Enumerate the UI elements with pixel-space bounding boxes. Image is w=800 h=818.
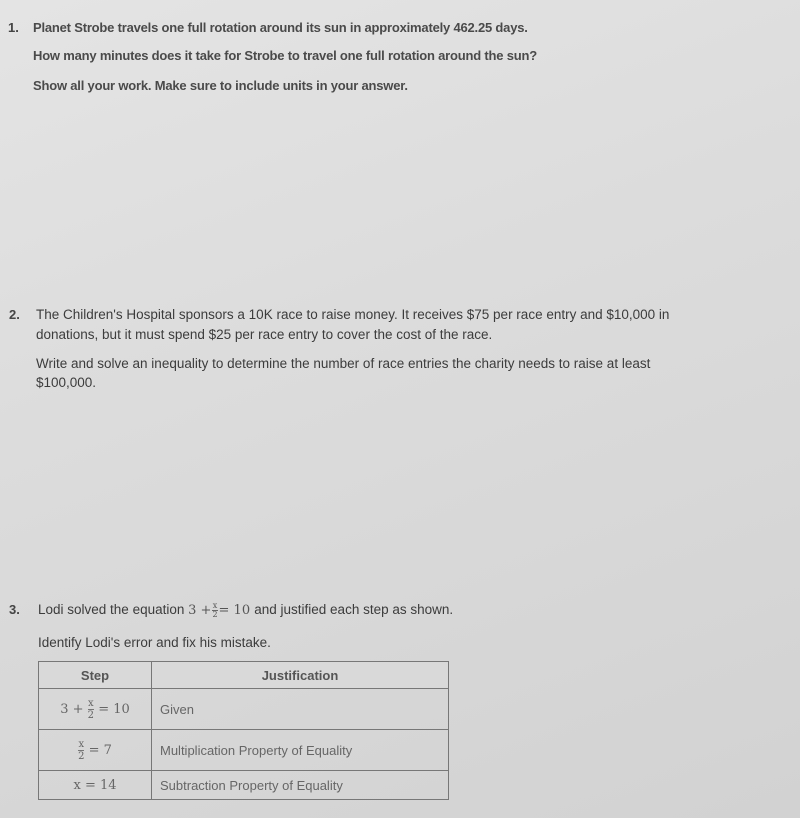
question-text-line: $100,000. xyxy=(36,375,97,390)
equation xyxy=(188,603,254,618)
fraction-numerator: x xyxy=(78,738,85,750)
fraction-denominator: 2 xyxy=(212,610,218,619)
prompt-text: Lodi solved the equation xyxy=(38,602,185,617)
question-prompt xyxy=(38,602,453,619)
equation-part: = 10 xyxy=(218,603,251,618)
question-text-line: donations, but it must spend $25 per race entry to cover the cost of the race. xyxy=(36,327,493,342)
fraction xyxy=(212,602,217,619)
table-row xyxy=(39,771,449,800)
step-part: = 7 xyxy=(88,742,112,758)
table-header: Justification xyxy=(152,662,449,689)
fraction xyxy=(78,739,84,762)
question-number: 3. xyxy=(9,602,20,617)
question-number: 1. xyxy=(8,20,19,35)
step-part: 3 + xyxy=(60,701,84,717)
step-cell xyxy=(39,689,152,730)
justification-cell: Subtraction Property of Equality xyxy=(152,771,449,800)
step-part: = 10 xyxy=(98,701,130,717)
question-number: 2. xyxy=(9,307,20,322)
step-cell xyxy=(39,730,152,771)
fraction-numerator: x xyxy=(212,601,218,610)
step-cell: x = 14 xyxy=(39,771,152,800)
table-row xyxy=(39,730,449,771)
fraction xyxy=(88,698,94,721)
question-text-line: Planet Strobe travels one full rotation around its sun in approximately 462.25 days. xyxy=(33,20,528,35)
table-row xyxy=(39,689,449,730)
justification-cell: Multiplication Property of Equality xyxy=(152,730,449,771)
question-text-line: Show all your work. Make sure to include units in your answer. xyxy=(33,78,408,93)
prompt-text: and justified each step as shown. xyxy=(254,602,454,617)
table-header: Step xyxy=(39,662,152,689)
question-instruction: Identify Lodi's error and fix his mistake. xyxy=(38,635,271,650)
table-header-row xyxy=(39,662,449,689)
fraction-denominator: 2 xyxy=(87,709,95,721)
question-text-line: Write and solve an inequality to determine the number of race entries the charity needs to raise at least xyxy=(36,356,651,371)
fraction-numerator: x xyxy=(88,697,94,709)
question-text-line: The Children's Hospital sponsors a 10K race to raise money. It receives $75 per race entry and $10,000 in xyxy=(36,307,670,322)
question-text-line: How many minutes does it take for Strobe to travel one full rotation around the sun? xyxy=(33,48,537,63)
fraction-denominator: 2 xyxy=(78,750,85,762)
justification-cell: Given xyxy=(152,689,449,730)
equation-part: 3 + xyxy=(188,603,212,618)
steps-table xyxy=(38,661,449,800)
